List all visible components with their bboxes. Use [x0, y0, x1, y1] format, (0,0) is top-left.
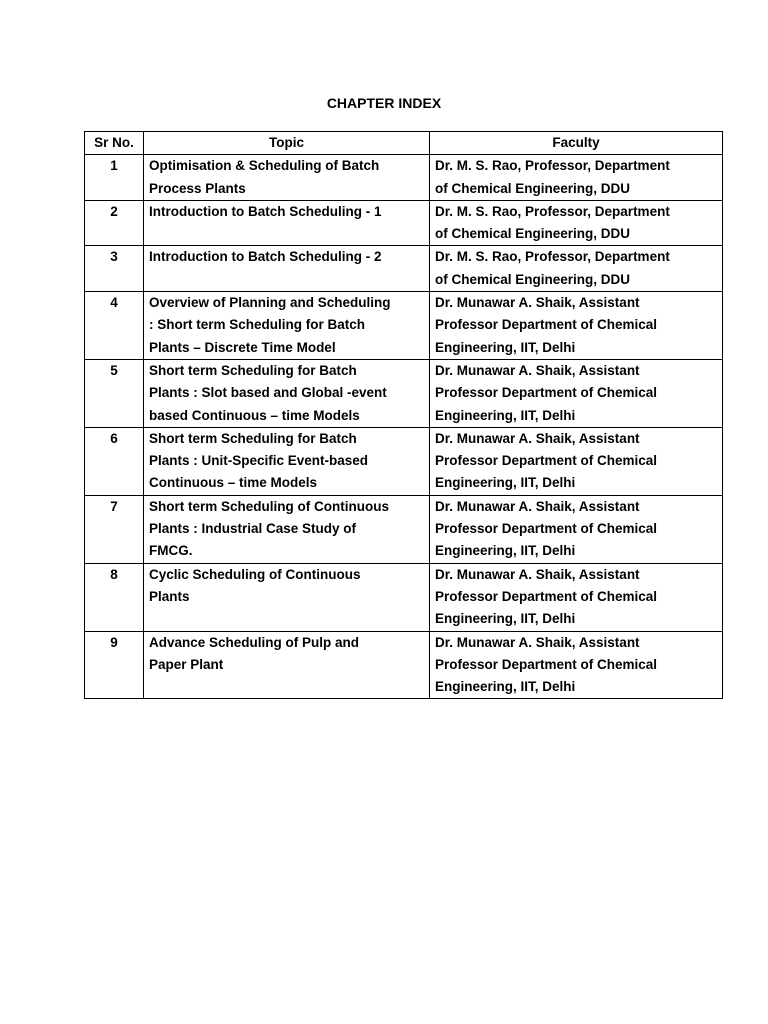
topic-line: Optimisation & Scheduling of Batch: [149, 158, 380, 174]
topic-cell: [144, 246, 430, 292]
column-header-sr-no: Sr No.: [85, 132, 144, 155]
faculty-line: Dr. Munawar A. Shaik, Assistant: [435, 634, 640, 650]
sr-no-cell: 1: [85, 155, 144, 201]
column-header-faculty: Faculty: [430, 132, 723, 155]
sr-no-cell: 9: [85, 631, 144, 699]
sr-no-cell: 8: [85, 563, 144, 631]
faculty-line: Professor Department of Chemical: [435, 317, 658, 333]
table-row: [85, 563, 723, 631]
table-row: [85, 200, 723, 246]
faculty-cell: [430, 292, 723, 360]
sr-no-cell: 2: [85, 200, 144, 246]
topic-line: Plants – Discrete Time Model: [149, 339, 336, 355]
sr-no-cell: 3: [85, 246, 144, 292]
topic-cell: [144, 155, 430, 201]
topic-cell: [144, 563, 430, 631]
table-row: [85, 359, 723, 427]
faculty-cell: [430, 359, 723, 427]
topic-line: Paper Plant: [149, 656, 224, 672]
faculty-line: Engineering, IIT, Delhi: [435, 611, 576, 627]
topic-line: Plants : Slot based and Global -event: [149, 385, 387, 401]
table-row: [85, 631, 723, 699]
topic-cell: [144, 292, 430, 360]
topic-line: Short term Scheduling for Batch: [149, 430, 357, 446]
table-row: [85, 292, 723, 360]
topic-line: Overview of Planning and Scheduling: [149, 295, 391, 311]
topic-line: Cyclic Scheduling of Continuous: [149, 566, 361, 582]
faculty-line: Dr. Munawar A. Shaik, Assistant: [435, 295, 640, 311]
faculty-line: of Chemical Engineering, DDU: [435, 271, 631, 287]
faculty-cell: [430, 495, 723, 563]
topic-cell: [144, 200, 430, 246]
faculty-cell: [430, 246, 723, 292]
faculty-line: Engineering, IIT, Delhi: [435, 679, 576, 695]
faculty-line: of Chemical Engineering, DDU: [435, 226, 631, 242]
topic-cell: [144, 631, 430, 699]
page-title: CHAPTER INDEX: [326, 95, 442, 111]
faculty-line: Engineering, IIT, Delhi: [435, 407, 576, 423]
topic-line: Introduction to Batch Scheduling - 2: [149, 249, 382, 265]
table-row: [85, 427, 723, 495]
topic-line: FMCG.: [149, 543, 193, 559]
faculty-line: Professor Department of Chemical: [435, 453, 658, 469]
faculty-cell: [430, 631, 723, 699]
topic-line: Short term Scheduling of Continuous: [149, 498, 389, 514]
faculty-line: Engineering, IIT, Delhi: [435, 339, 576, 355]
faculty-cell: [430, 155, 723, 201]
topic-line: Plants: [149, 588, 190, 604]
topic-cell: [144, 495, 430, 563]
faculty-line: Engineering, IIT, Delhi: [435, 475, 576, 491]
faculty-line: Dr. Munawar A. Shaik, Assistant: [435, 498, 640, 514]
faculty-line: Dr. M. S. Rao, Professor, Department: [435, 158, 670, 174]
sr-no-cell: 6: [85, 427, 144, 495]
faculty-line: Engineering, IIT, Delhi: [435, 543, 576, 559]
topic-cell: [144, 427, 430, 495]
table-row: [85, 495, 723, 563]
topic-line: Process Plants: [149, 180, 246, 196]
faculty-line: Professor Department of Chemical: [435, 588, 658, 604]
faculty-line: Dr. M. S. Rao, Professor, Department: [435, 249, 670, 265]
sr-no-cell: 4: [85, 292, 144, 360]
faculty-line: Dr. Munawar A. Shaik, Assistant: [435, 430, 640, 446]
faculty-line: Professor Department of Chemical: [435, 656, 658, 672]
faculty-line: Professor Department of Chemical: [435, 521, 658, 537]
topic-cell: [144, 359, 430, 427]
topic-line: Continuous – time Models: [149, 475, 318, 491]
sr-no-cell: 5: [85, 359, 144, 427]
faculty-line: of Chemical Engineering, DDU: [435, 180, 631, 196]
chapter-index-table: [84, 131, 723, 699]
topic-line: Short term Scheduling for Batch: [149, 362, 357, 378]
faculty-line: Dr. Munawar A. Shaik, Assistant: [435, 566, 640, 582]
faculty-cell: [430, 427, 723, 495]
faculty-cell: [430, 563, 723, 631]
topic-line: based Continuous – time Models: [149, 407, 360, 423]
topic-line: Plants : Industrial Case Study of: [149, 521, 357, 537]
topic-line: : Short term Scheduling for Batch: [149, 317, 366, 333]
faculty-line: Dr. M. S. Rao, Professor, Department: [435, 203, 670, 219]
table-header-row: [85, 132, 723, 155]
column-header-topic: Topic: [144, 132, 430, 155]
topic-line: Advance Scheduling of Pulp and: [149, 634, 360, 650]
topic-line: Plants : Unit-Specific Event-based: [149, 453, 369, 469]
topic-line: Introduction to Batch Scheduling - 1: [149, 203, 382, 219]
faculty-line: Dr. Munawar A. Shaik, Assistant: [435, 362, 640, 378]
table-row: [85, 155, 723, 201]
table-row: [85, 246, 723, 292]
sr-no-cell: 7: [85, 495, 144, 563]
faculty-cell: [430, 200, 723, 246]
faculty-line: Professor Department of Chemical: [435, 385, 658, 401]
